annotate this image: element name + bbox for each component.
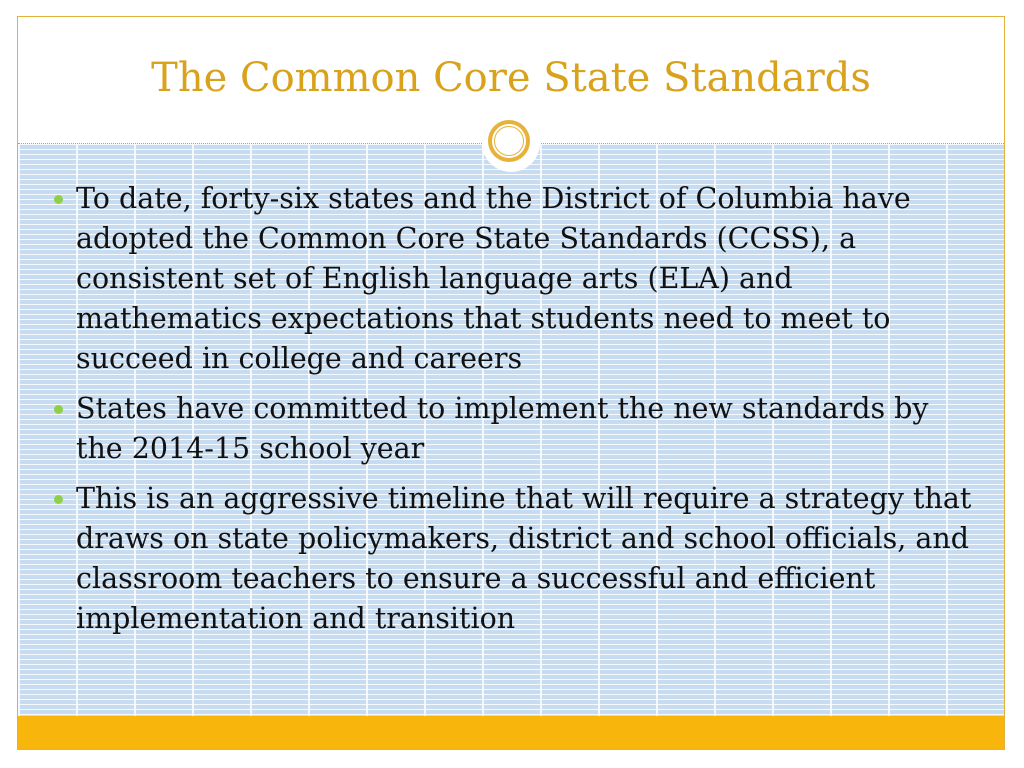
bullet-dot-icon xyxy=(54,495,63,504)
bullet-text: To date, forty-six states and the District of Columbia have adopted the Common Core State Standards (CCSS), a consistent set of English language arts (ELA) and mathematics expectations that students need to meet to succeed in college and careers xyxy=(76,182,911,375)
bullet-list xyxy=(54,179,974,649)
bullet-text: This is an aggressive timeline that will require a strategy that draws on state policymakers, district and school officials, and classroom teachers to ensure a successful and efficient implementation and transition xyxy=(76,482,972,635)
bullet-item xyxy=(54,389,974,469)
bullet-item xyxy=(54,479,974,639)
bullet-dot-icon xyxy=(54,195,63,204)
slide-title: The Common Core State Standards xyxy=(151,55,871,101)
bullet-text: States have committed to implement the new standards by the 2014-15 school year xyxy=(76,392,929,465)
bottom-accent-bar xyxy=(18,716,1004,750)
bullet-item xyxy=(54,179,974,379)
slide xyxy=(17,16,1005,750)
circle-ornament-inner xyxy=(494,126,524,156)
bullet-dot-icon xyxy=(54,405,63,414)
